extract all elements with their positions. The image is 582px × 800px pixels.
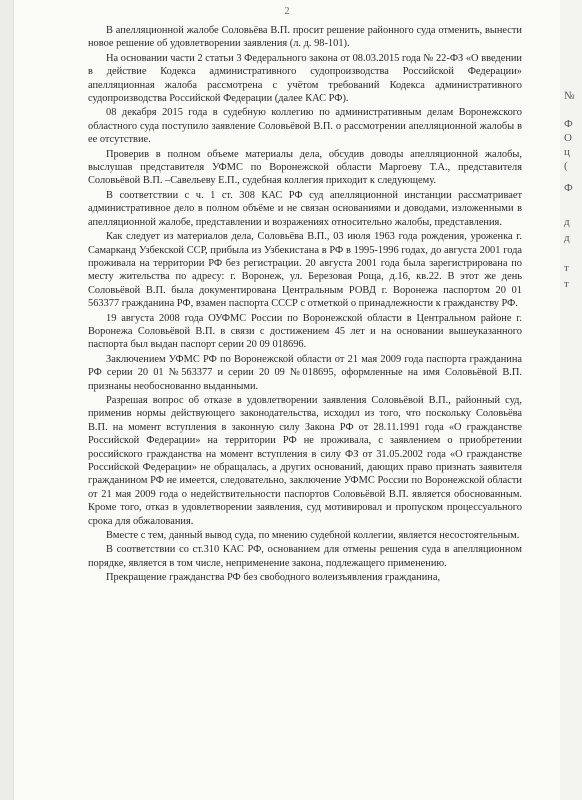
paragraph: Прекращение гражданства РФ без свободного волеизъявления гражданина, — [106, 572, 441, 584]
paragraph: Заключением УФМС РФ по Воронежской области от 21 мая 2009 года паспорта гражданина РФ серии 20 01 №563377 и серии 20 09 №018695, оформленные на имя Соловьёвой В.П. признаны необоснованно выданными. — [88, 353, 522, 392]
margin-fragment: Ф — [564, 118, 573, 130]
adjacent-page-edge — [560, 0, 582, 800]
paragraph: Разрешая вопрос об отказе в удовлетворении заявления Соловьёвой В.П., районный суд, применив нормы действующего законодательства, исходил из того, что поскольку Соловьёва В.П. на момент вступления в законную силу Закона РФ от 28.11.1991 года «О гражданстве Российской Федерации» на территории РФ не проживала, с заявлением о приобретении российского гражданства на момент вступления в силу ФЗ от 31.05.2002 года «О гражданстве Российской Федерации» не обращалась, а других оснований, дающих право признать заявителя гражданином РФ не имеется, следовательно, заключение УФМС России по Воронежской области от 21 мая 2009 года о недействительности паспортов Соловьёвой В.П. является обоснованным. Кроме того, отказ в удовлетворении заявления, суд мотивировал и пропуском процессуального срока для обжалования. — [88, 394, 522, 527]
paragraph: 19 августа 2008 года ОУФМС России по Воронежской области в Центральном районе г. Воронежа Соловьёвой В.П. в связи с достижением 45 лет и на основании вышеуказанного паспорта был выдан паспорт серии 20 09 018696. — [88, 312, 522, 351]
document-body — [88, 24, 522, 586]
margin-fragment: т — [564, 262, 569, 274]
paragraph: В апелляционной жалобе Соловьёва В.П. просит решение районного суда отменить, вынести новое решение об удовлетворении заявления (л. д. 98-101). — [88, 25, 522, 50]
margin-fragment: т — [564, 278, 569, 290]
paragraph: Как следует из материалов дела, Соловьёва В.П., 03 июля 1963 года рождения, уроженка г. Самарканд Узбекской ССР, прибыла из Узбекистана в РФ в 1995-1996 годах, до августа 2001 года проживала на территории РФ без регистрации. 20 августа 2001 года была зарегистрирована по месту жительства по адресу: г. Воронеж, ул. Березовая Роща, д.16, кв.22. В этот же день Соловьёвой В.П. была документирована Центральным РОВД г. Воронежа паспортом 20 01 563377 гражданина РФ, взамен паспорта СССР с отметкой о принадлежности к гражданству РФ. — [88, 231, 522, 310]
margin-fragment: д — [564, 216, 570, 228]
margin-fragment: Ф — [564, 182, 573, 194]
paragraph: 08 декабря 2015 года в судебную коллегию по административным делам Воронежского областного суда поступило заявление Соловьёвой В.П. о рассмотрении апелляционной жалобы в ее отсутствие. — [88, 107, 522, 146]
paragraph: В соответствии с ч. 1 ст. 308 КАС РФ суд апелляционной инстанции рассматривает административное дело в полном объёме и не связан основаниями и доводами, изложенными в апелляционной жалобе, представлении и возражениях относительно жалобы, представления. — [88, 189, 522, 228]
paragraph: В соответствии со ст.310 КАС РФ, основанием для отмены решения суда в апелляционном порядке, является в том числе, неприменение закона, подлежащего применению. — [88, 544, 522, 569]
document-page — [14, 0, 560, 800]
margin-fragment: № — [564, 90, 575, 102]
paragraph: Проверив в полном объеме материалы дела, обсудив доводы апелляционной жалобы, выслушав представителя УФМС по Воронежской области Маргоеву Т.А., представителя Соловьёвой В.П. –Савельеву Е.П., судебная коллегия приходит к следующему. — [88, 148, 522, 187]
paragraph: На основании части 2 статьи 3 Федерального закона от 08.03.2015 года № 22-ФЗ «О введении в действие Кодекса административного судопроизводства Российской Федерации» апелляционная жалоба рассмотрена с учётом требований Кодекса административного судопроизводства Российской Федерации (далее КАС РФ). — [88, 52, 522, 105]
paragraph: Вместе с тем, данный вывод суда, по мнению судебной коллегии, является несостоятельным. — [106, 530, 520, 542]
margin-fragment: О — [564, 132, 572, 144]
margin-fragment: ц — [564, 146, 570, 158]
page-number: 2 — [284, 6, 290, 17]
margin-fragment: д — [564, 232, 570, 244]
margin-fragment: ( — [564, 160, 568, 172]
